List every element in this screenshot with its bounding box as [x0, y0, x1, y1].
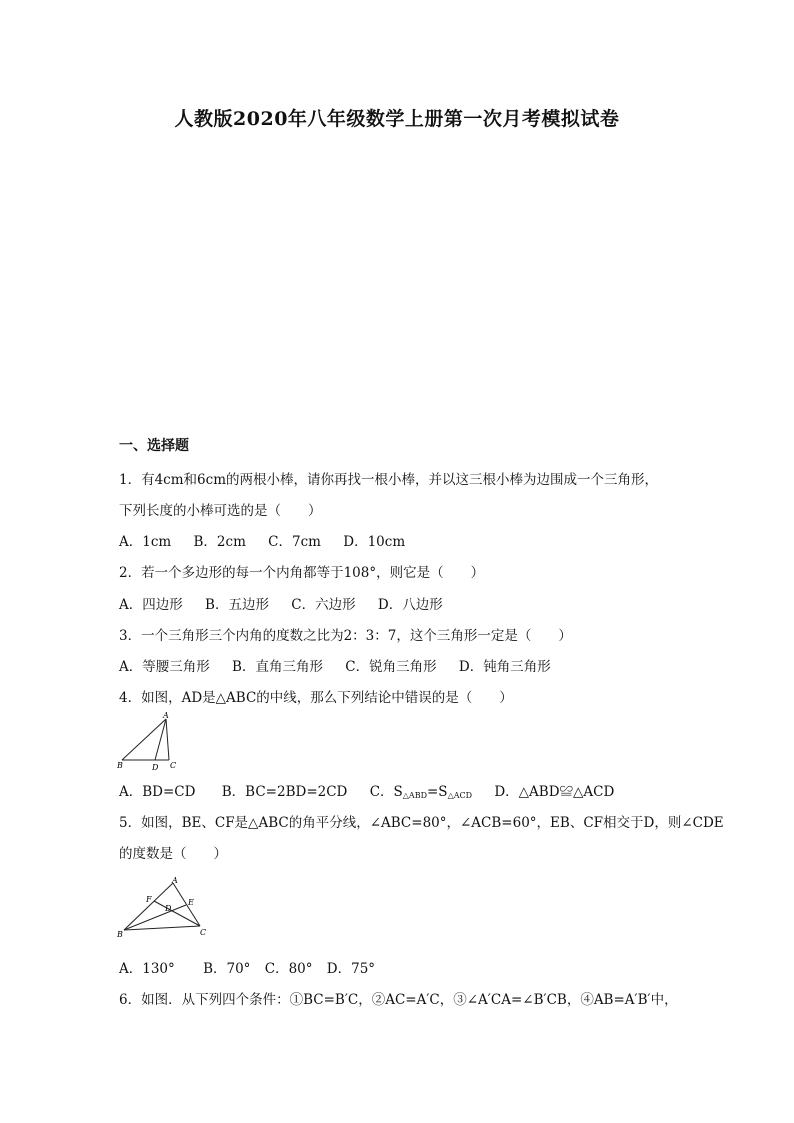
q3-option-b: B．直角三角形: [232, 659, 323, 675]
q3-options: [119, 655, 551, 675]
q4-option-d: D．△ABD≌△ACD: [494, 784, 615, 800]
q4-label-a: A: [163, 711, 169, 720]
q1-option-b: B．2cm: [193, 534, 246, 550]
q1-option-a: A．1cm: [119, 534, 172, 550]
q1-options: [119, 530, 405, 550]
q5-option-d: D．75°: [326, 961, 376, 977]
section-heading: 一、选择题: [119, 438, 189, 454]
q4-side-ab: [122, 719, 166, 760]
q5-side-ac: [173, 883, 200, 926]
q2-option-a: A．四边形: [119, 597, 183, 613]
q4-label-b: B: [117, 761, 123, 770]
q3-option-d: D．钝角三角形: [458, 659, 551, 675]
q5-label-a: A: [172, 876, 178, 885]
q1-option-c: C．7cm: [268, 534, 321, 550]
q3-option-a: A．等腰三角形: [119, 659, 210, 675]
q5-option-a: A．130°: [119, 961, 175, 977]
q5-label-c: C: [200, 928, 207, 937]
q4-side-ac: [166, 719, 169, 760]
q1-line1: 1．有4cm和6cm的两根小棒，请你再找一根小棒，并以这三根小棒为边围成一个三角形，: [119, 472, 658, 488]
q5-label-f: F: [146, 895, 152, 904]
q5-option-c: C．80°: [264, 961, 313, 977]
q4-line1: 4．如图，AD是△ABC的中线，那么下列结论中错误的是（ ）: [119, 690, 513, 706]
q4-options: [119, 780, 614, 800]
q4-label-c: C: [170, 761, 177, 770]
q3-option-c: C．锐角三角形: [345, 659, 437, 675]
q2-option-c: C．六边形: [291, 597, 356, 613]
q5-side-bc: [124, 926, 200, 930]
q4-option-c: C．$S_{\triangle ABD}=S_{\triangle ACD}$: [369, 784, 473, 800]
q5-triangle-figure: [114, 874, 210, 942]
q4-triangle-figure: [116, 709, 178, 773]
q5-line1: 5．如图，BE、CF是△ABC的角平分线，∠ABC=80°，∠ACB=60°，EB、CF相交于D，则∠CDE: [119, 815, 724, 831]
page-title: 人教版2020年八年级数学上册第一次月考模拟试卷: [174, 108, 620, 130]
q5-label-e: E: [188, 898, 194, 907]
q2-line1: 2．若一个多边形的每一个内角都等于108°，则它是（ ）: [119, 565, 485, 581]
q3-line1: 3．一个三角形三个内角的度数之比为2：3：7，这个三角形一定是（ ）: [119, 628, 572, 644]
q2-option-b: B．五边形: [205, 597, 269, 613]
q5-bisector-be: [124, 905, 186, 930]
q1-option-d: D．10cm: [343, 534, 406, 550]
q5-label-b: B: [117, 930, 123, 939]
q6-line1: 6．如图．从下列四个条件：①BC=B′C，②AC=A′C，③∠A′CA=∠B′CB，④AB=A′B′中，: [119, 992, 678, 1008]
q5-options: [119, 957, 375, 977]
q4-median-ad: [155, 719, 166, 760]
q1-line2: 下列长度的小棒可选的是（ ）: [119, 503, 322, 519]
q5-label-d: D: [165, 904, 172, 913]
q2-option-d: D．八边形: [377, 597, 443, 613]
q5-line2: 的度数是（ ）: [119, 846, 227, 862]
q5-option-b: B．70°: [203, 961, 251, 977]
q4-label-d: D: [152, 763, 159, 772]
q4-option-a: A．BD=CD: [119, 784, 196, 800]
q2-options: [119, 593, 443, 613]
q4-option-b: B．BC=2BD=2CD: [221, 784, 348, 800]
